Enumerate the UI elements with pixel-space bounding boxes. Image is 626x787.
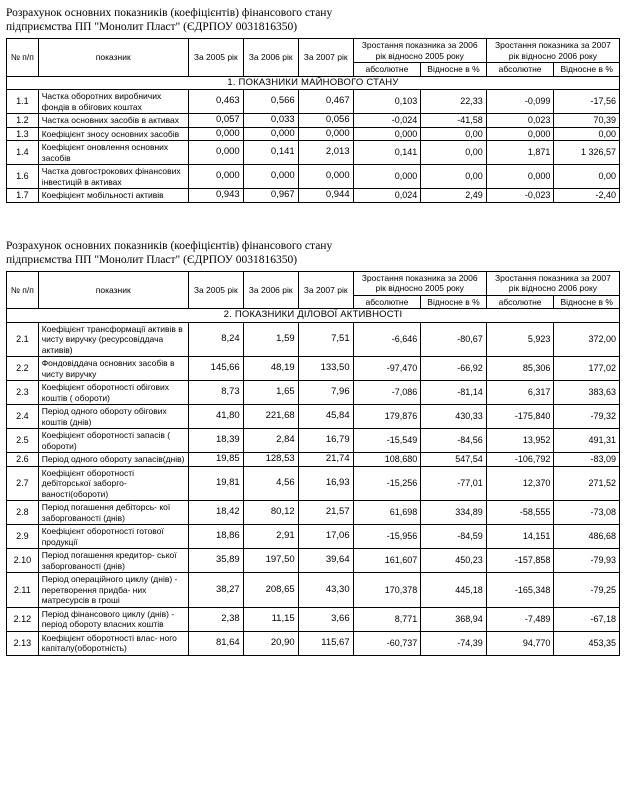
- value-2005: 8,73: [188, 381, 243, 405]
- value-2007: 7,96: [298, 381, 353, 405]
- value-2005: 81,64: [188, 631, 243, 655]
- table-row: [7, 127, 620, 141]
- row-label: Коефіцієнт зносу основних засобів: [38, 127, 188, 141]
- abs-2006: 0,000: [353, 165, 421, 189]
- rel-2006: -84,56: [421, 429, 487, 453]
- abs-2006: -15,256: [353, 466, 421, 501]
- table-row: [7, 549, 620, 573]
- rel-2006: 2,49: [421, 189, 487, 203]
- rel-2007: 271,52: [554, 466, 620, 501]
- abs-2006: -97,470: [353, 357, 421, 381]
- table-row: [7, 405, 620, 429]
- value-2006: 1,65: [243, 381, 298, 405]
- value-2006: 11,15: [243, 607, 298, 631]
- abs-2006: 0,024: [353, 189, 421, 203]
- abs-2007: 1,871: [486, 141, 554, 165]
- section-header-row-1: [7, 76, 620, 90]
- value-2007: 21,74: [298, 453, 353, 467]
- row-label: Коефіцієнт оборотності готової продукції: [38, 525, 188, 549]
- value-2007: 0,000: [298, 127, 353, 141]
- row-index: 1.1: [7, 90, 39, 114]
- header-growth-2006: Зростання показника за 2006 рік відносно 2005 року: [353, 271, 486, 295]
- row-index: 1.4: [7, 141, 39, 165]
- row-index: 2.12: [7, 607, 39, 631]
- rel-2006: -81,14: [421, 381, 487, 405]
- row-label: Коефіцієнт оборотності влас- ного капіталу(оборотність): [38, 631, 188, 655]
- value-2006: 197,50: [243, 549, 298, 573]
- title-line-1-repeat: Розрахунок основних показників (коефіцієнтів) фінансового стану: [6, 239, 333, 252]
- table-row: [7, 357, 620, 381]
- abs-2007: 6,317: [486, 381, 554, 405]
- abs-2006: 179,876: [353, 405, 421, 429]
- abs-2007: -157,858: [486, 549, 554, 573]
- abs-2006: 61,698: [353, 501, 421, 525]
- value-2007: 2,013: [298, 141, 353, 165]
- table-body-2: [7, 322, 620, 655]
- rel-2007: 0,00: [554, 165, 620, 189]
- header-year-2007: За 2007 рік: [298, 271, 353, 309]
- rel-2007: 486,68: [554, 525, 620, 549]
- rel-2007: 491,31: [554, 429, 620, 453]
- row-index: 1.2: [7, 114, 39, 128]
- row-label: Коефіцієнт мобільності активів: [38, 189, 188, 203]
- rel-2006: 445,18: [421, 573, 487, 608]
- value-2007: 3,66: [298, 607, 353, 631]
- rel-2006: 368,94: [421, 607, 487, 631]
- abs-2006: -6,646: [353, 322, 421, 357]
- rel-2007: -79,93: [554, 549, 620, 573]
- header-rel-2006: Відносне в %: [421, 63, 487, 77]
- row-label: Коефіцієнт трансформації активів в чисту виручку (ресурсовіддача активів): [38, 322, 188, 357]
- value-2007: 16,93: [298, 466, 353, 501]
- header-num: № п/п: [7, 271, 39, 309]
- financial-table-2: [6, 271, 620, 656]
- table-row: [7, 90, 620, 114]
- rel-2006: 430,33: [421, 405, 487, 429]
- abs-2006: 0,103: [353, 90, 421, 114]
- header-indicator: показник: [38, 39, 188, 77]
- value-2006: 48,19: [243, 357, 298, 381]
- table-row: [7, 165, 620, 189]
- rel-2006: 0,00: [421, 127, 487, 141]
- rel-2006: -77,01: [421, 466, 487, 501]
- value-2005: 38,27: [188, 573, 243, 608]
- row-label: Коефіцієнт оновлення основних засобів: [38, 141, 188, 165]
- table-row: [7, 525, 620, 549]
- row-label: Період фінансового циклу (днів) - період обороту власних коштів: [38, 607, 188, 631]
- value-2007: 17,06: [298, 525, 353, 549]
- header-abs-2007: абсолютне: [486, 295, 554, 309]
- table-row: [7, 573, 620, 608]
- table-body-1: [7, 90, 620, 203]
- abs-2006: 0,000: [353, 127, 421, 141]
- abs-2007: 13,952: [486, 429, 554, 453]
- abs-2006: -7,086: [353, 381, 421, 405]
- value-2007: 43,30: [298, 573, 353, 608]
- row-label: Фондовіддача основних засобів в чисту виручку: [38, 357, 188, 381]
- table-row: [7, 501, 620, 525]
- abs-2006: 170,378: [353, 573, 421, 608]
- value-2005: 0,463: [188, 90, 243, 114]
- value-2007: 0,056: [298, 114, 353, 128]
- value-2005: 19,81: [188, 466, 243, 501]
- header-abs-2006: абсолютне: [353, 63, 421, 77]
- value-2006: 2,84: [243, 429, 298, 453]
- value-2005: 0,000: [188, 141, 243, 165]
- rel-2006: -66,92: [421, 357, 487, 381]
- abs-2007: -0,099: [486, 90, 554, 114]
- value-2007: 21,57: [298, 501, 353, 525]
- value-2007: 39,64: [298, 549, 353, 573]
- row-label: Період операційного циклу (днів) - перетворення придба- них матресурсів в гроші: [38, 573, 188, 608]
- rel-2007: -79,32: [554, 405, 620, 429]
- rel-2006: 0,00: [421, 165, 487, 189]
- row-label: Частка довгострокових фінансових інвестицій в активах: [38, 165, 188, 189]
- abs-2006: -60,737: [353, 631, 421, 655]
- table-row: [7, 141, 620, 165]
- value-2006: 128,53: [243, 453, 298, 467]
- document-title-1: [6, 6, 620, 34]
- rel-2007: -17,56: [554, 90, 620, 114]
- value-2005: 0,943: [188, 189, 243, 203]
- header-rel-2007: Відносне в %: [554, 63, 620, 77]
- rel-2007: -2,40: [554, 189, 620, 203]
- abs-2007: 5,923: [486, 322, 554, 357]
- value-2006: 208,65: [243, 573, 298, 608]
- value-2006: 0,141: [243, 141, 298, 165]
- value-2007: 133,50: [298, 357, 353, 381]
- row-index: 2.6: [7, 453, 39, 467]
- row-index: 2.3: [7, 381, 39, 405]
- row-index: 2.11: [7, 573, 39, 608]
- abs-2006: -15,956: [353, 525, 421, 549]
- abs-2006: 0,141: [353, 141, 421, 165]
- value-2007: 45,84: [298, 405, 353, 429]
- title-line-2: підприємства ПП "Монолит Пласт" (ЄДРПОУ 0031816350): [6, 21, 298, 33]
- value-2006: 0,000: [243, 127, 298, 141]
- rel-2006: -41,58: [421, 114, 487, 128]
- value-2006: 0,000: [243, 165, 298, 189]
- value-2005: 145,66: [188, 357, 243, 381]
- header-abs-2006: абсолютне: [353, 295, 421, 309]
- row-label: Період одного обороту запасів(днів): [38, 453, 188, 467]
- header-rel-2007: Відносне в %: [554, 295, 620, 309]
- rel-2006: 0,00: [421, 141, 487, 165]
- value-2005: 2,38: [188, 607, 243, 631]
- header-indicator: показник: [38, 271, 188, 309]
- rel-2007: -67,18: [554, 607, 620, 631]
- row-index: 2.4: [7, 405, 39, 429]
- rel-2006: 450,23: [421, 549, 487, 573]
- block-spacer: [6, 203, 620, 237]
- rel-2006: -84,59: [421, 525, 487, 549]
- rel-2007: 0,00: [554, 127, 620, 141]
- section-title-2: 2. ПОКАЗНИКИ ДІЛОВОЇ АКТИВНОСТІ: [7, 309, 620, 323]
- abs-2007: 0,000: [486, 165, 554, 189]
- row-index: 1.3: [7, 127, 39, 141]
- section-header-row-2: [7, 309, 620, 323]
- row-index: 1.6: [7, 165, 39, 189]
- abs-2007: 94,770: [486, 631, 554, 655]
- value-2006: 20,90: [243, 631, 298, 655]
- value-2007: 16,79: [298, 429, 353, 453]
- abs-2007: -7,489: [486, 607, 554, 631]
- header-abs-2007: абсолютне: [486, 63, 554, 77]
- header-year-2005: За 2005 рік: [188, 271, 243, 309]
- rel-2007: 383,63: [554, 381, 620, 405]
- value-2005: 8,24: [188, 322, 243, 357]
- financial-table-1: [6, 38, 620, 203]
- abs-2007: -0,023: [486, 189, 554, 203]
- document-title-2: [6, 239, 620, 267]
- value-2007: 0,000: [298, 165, 353, 189]
- row-index: 2.5: [7, 429, 39, 453]
- value-2006: 0,967: [243, 189, 298, 203]
- value-2005: 19,85: [188, 453, 243, 467]
- row-index: 2.2: [7, 357, 39, 381]
- section-title-1: 1. ПОКАЗНИКИ МАЙНОВОГО СТАНУ: [7, 76, 620, 90]
- header-growth-2006: Зростання показника за 2006 рік відносно 2005 року: [353, 39, 486, 63]
- abs-2006: -0,024: [353, 114, 421, 128]
- value-2006: 80,12: [243, 501, 298, 525]
- row-label: Коефіцієнт оборотності дебіторської заборго- ваності(обороти): [38, 466, 188, 501]
- table-row: [7, 114, 620, 128]
- abs-2006: 108,680: [353, 453, 421, 467]
- title-line-2-repeat: підприємства ПП "Монолит Пласт" (ЄДРПОУ 0031816350): [6, 253, 298, 266]
- value-2007: 115,67: [298, 631, 353, 655]
- value-2005: 41,80: [188, 405, 243, 429]
- value-2007: 0,944: [298, 189, 353, 203]
- abs-2007: 12,370: [486, 466, 554, 501]
- row-index: 2.1: [7, 322, 39, 357]
- abs-2007: -175,840: [486, 405, 554, 429]
- rel-2007: 1 326,57: [554, 141, 620, 165]
- rel-2007: 453,35: [554, 631, 620, 655]
- abs-2007: 0,000: [486, 127, 554, 141]
- header-year-2007: За 2007 рік: [298, 39, 353, 77]
- value-2005: 18,42: [188, 501, 243, 525]
- abs-2007: -106,792: [486, 453, 554, 467]
- table-row: [7, 189, 620, 203]
- rel-2007: -79,25: [554, 573, 620, 608]
- row-label: Частка оборотних виробничих фондів в обігових коштах: [38, 90, 188, 114]
- header-year-2005: За 2005 рік: [188, 39, 243, 77]
- value-2007: 0,467: [298, 90, 353, 114]
- header-year-2006: За 2006 рік: [243, 271, 298, 309]
- row-index: 2.13: [7, 631, 39, 655]
- value-2005: 0,057: [188, 114, 243, 128]
- header-year-2006: За 2006 рік: [243, 39, 298, 77]
- abs-2007: 0,023: [486, 114, 554, 128]
- abs-2006: 161,607: [353, 549, 421, 573]
- value-2005: 35,89: [188, 549, 243, 573]
- header-growth-2007: Зростання показника за 2007 рік відносно 2006 року: [486, 271, 619, 295]
- row-index: 1.7: [7, 189, 39, 203]
- row-label: Коефіцієнт оборотності запасів ( обороти): [38, 429, 188, 453]
- row-index: 2.9: [7, 525, 39, 549]
- title-line-1: Розрахунок основних показників (коефіцієнтів) фінансового стану: [6, 7, 333, 19]
- value-2005: 0,000: [188, 165, 243, 189]
- abs-2007: 85,306: [486, 357, 554, 381]
- table-row: [7, 381, 620, 405]
- rel-2007: 70,39: [554, 114, 620, 128]
- rel-2006: -80,67: [421, 322, 487, 357]
- table-row: [7, 466, 620, 501]
- value-2006: 2,91: [243, 525, 298, 549]
- rel-2006: -74,39: [421, 631, 487, 655]
- row-label: Коефіцієнт оборотності обігових коштів ( обороти): [38, 381, 188, 405]
- value-2005: 0,000: [188, 127, 243, 141]
- rel-2007: -73,08: [554, 501, 620, 525]
- row-label: Період погашення дебіторсь- кої заборгованості (днів): [38, 501, 188, 525]
- value-2006: 4,56: [243, 466, 298, 501]
- value-2006: 0,033: [243, 114, 298, 128]
- rel-2007: 177,02: [554, 357, 620, 381]
- value-2006: 0,566: [243, 90, 298, 114]
- value-2006: 1,59: [243, 322, 298, 357]
- table-row: [7, 631, 620, 655]
- row-index: 2.8: [7, 501, 39, 525]
- row-label: Період одного обороту обігових коштів (днів): [38, 405, 188, 429]
- table-header-row-top: [7, 271, 620, 295]
- table-row: [7, 607, 620, 631]
- value-2005: 18,86: [188, 525, 243, 549]
- table-row: [7, 322, 620, 357]
- row-index: 2.10: [7, 549, 39, 573]
- header-rel-2006: Відносне в %: [421, 295, 487, 309]
- table-header-row-top: [7, 39, 620, 63]
- abs-2006: 8,771: [353, 607, 421, 631]
- header-num: № п/п: [7, 39, 39, 77]
- header-growth-2007: Зростання показника за 2007 рік відносно 2006 року: [486, 39, 619, 63]
- row-label: Період погашення кредитор- ської заборгованості (днів): [38, 549, 188, 573]
- rel-2006: 22,33: [421, 90, 487, 114]
- rel-2006: 334,89: [421, 501, 487, 525]
- value-2005: 18,39: [188, 429, 243, 453]
- value-2006: 221,68: [243, 405, 298, 429]
- abs-2007: 14,151: [486, 525, 554, 549]
- rel-2006: 547,54: [421, 453, 487, 467]
- abs-2007: -165,348: [486, 573, 554, 608]
- row-index: 2.7: [7, 466, 39, 501]
- rel-2007: 372,00: [554, 322, 620, 357]
- abs-2006: -15,549: [353, 429, 421, 453]
- table-row: [7, 453, 620, 467]
- abs-2007: -58,555: [486, 501, 554, 525]
- rel-2007: -83,09: [554, 453, 620, 467]
- table-row: [7, 429, 620, 453]
- value-2007: 7,51: [298, 322, 353, 357]
- row-label: Частка основних засобів в активах: [38, 114, 188, 128]
